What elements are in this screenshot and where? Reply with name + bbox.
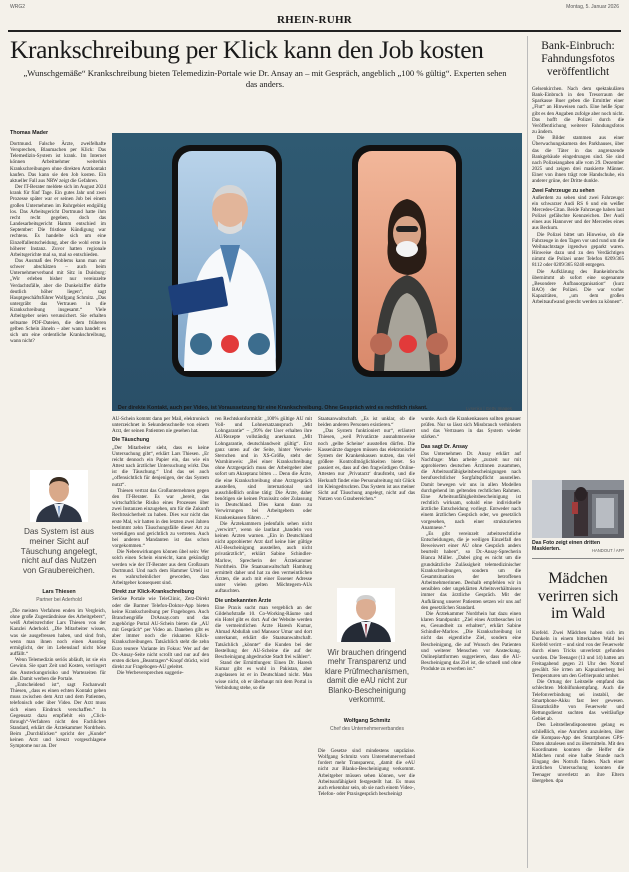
main-photo xyxy=(112,133,522,411)
main-subhead: „Wunschgemäße“ Krankschreibung bieten Telemedizin-Portale wie Dr. Ansay an – mit Gespräch, angeblich „100 % gültig“. Experten sehen das anders. xyxy=(23,68,507,89)
article-col2 xyxy=(112,416,209,676)
paragraph: Der IT-Berater meldete sich im August 2024 krank für fünf Tage. Ein gutes Jahr und zwei Prozesse später war er seinen Job bei einem großen Unternehmen im Ruhrgebiet endgültig los. Das Arbeitsgericht Dortmund hatte ihm recht recht gegeben, doch das Landesarbeitsgericht Hamm entschied im September: Die fristlose Kündigung war rechtens. Es handelte sich um eine Einzelfallentscheidung, aber die wohl erste in höherer Instanz. Zuvor hatten regionale Arbeitsgerichte mal so, mal so entschieden. xyxy=(10,184,106,258)
side1-body xyxy=(532,86,624,305)
photo-caption: Der direkte Kontakt, auch per Video, ist Voraussetzung für eine Krankschreibung. Ohne Gespräch wird es rechtlich riskant. xyxy=(118,405,428,411)
paragraph: AU-Schein kommt dann per Mail, elektronisch unterzeichnet in Sekundenschnelle von einem Arzt, der seinen Patienten nie gesehen hat. xyxy=(112,416,209,435)
paragraph: Die Bilder stammen aus einer Überwachungskamera des Parkhauses, über das die Täter in das angrenzende Bankgebäude eingedrungen sind. Sie sind nach Polizeiangaben alle vom 29. Dezember 2025 und zeigen drei maskierte Männer. Einer von ihnen trägt rote Handschuhe, ein anderer grüne, der Dritte dunkle. xyxy=(532,135,624,185)
section-title: RHEIN-RUHR xyxy=(276,14,353,26)
paragraph: Wenn Telemedizin seriös abläuft, ist sie ein Gewinn. Sie spart Zeit und Kosten, verringert das Ansteckungsrisiko und Wartezeiten für alle. Damit werben die Portale. xyxy=(10,657,106,682)
side2-headline: Mädchen verirren sich im Wald xyxy=(537,570,619,622)
paragraph: Eine Praxis sucht man vergeblich an der Gildehofstraße 10. Co-Working-Räume und ein Hotel gibt es dort. Auf der Website werden die vermeintlichen Ärzte Haresh Kumar, Ahmad Abdullah und Mansoor Umar und dort unterkannt, erklärt die Staatsanwaltschaft. Tatsächlich „könnte“ die Kunden bei der Bestellung der AU-Scheine die auf der Bescheinigung abgedruckte Stadt frei wählen“. xyxy=(215,604,312,660)
paragraph: Den Leitstellendisponenten gelang es schließlich, eine Anrufern anzuleiten, über die Kompass-App des Smartphones GPS-Daten abzulesen und zu übermitteln. Mit den Koordinaten konnten die Helfer die Mädchen rund eine halbe Stunde nach Eingang des Notrufs finden. Nach einer ärztlichen Untersuchung konnten die Teenager unverletzt an ihre Eltern übergeben. dpa xyxy=(532,722,624,784)
quote1-role: Partner bei Aderhold xyxy=(36,597,82,603)
paragraph: Die Ärztekammern jedenfalls sehen nicht „verwirrt“, wenn sie lautlaut „handeln von keinen Ärzten warnen. „Ein in Deutschland nicht approbierter Arzt darf keine hier gültige AU-Bescheinigung ausstellen, auch nicht privatärztlich“, erklärt Sabine Schindler-Marlow, Sprecherin der Ärztekammer Nordrhein. Die Staatsanwaltschaft Hamburg ermittelt daher und hat zu den vermeintlichen Ärzten, die auch mit einer Essener Adresse unter vielen gelten Möchtegern-AUs auftauchten. xyxy=(215,520,312,595)
paragraph: Das Unternehmen Dr. Ansay erklärt auf Nachfrage: Man arbeite „zurzeit nur mit approbierten deutschen Ärztinnen zusammen, die Arbeitsunfähigkeitsbescheinigungen nach berufsrechtlicher Sorgfaltspflicht ausstellen. Damit bewegen wir uns in allen Modellen durchgehend im geltenden rechtlichen Rahmen. Eine Arbeitsunfähigkeitsbescheinigung ist rechtlich wirksam, sobald eine individuelle ärztliche Entscheidung vorliegt. Entweder nach einem ärztlichen Gespräch oder, wo gesetzlich vorgesehen, nach einer strukturierten Anamnese.“ xyxy=(421,450,521,531)
side1-headline: Bank-Einbruch: Fahndungsfotos veröffentlicht xyxy=(541,40,615,78)
quote1-name: Lars Thiesen xyxy=(42,589,76,595)
article-col3 xyxy=(215,416,312,691)
side1-photo xyxy=(532,480,624,538)
paragraph: Krefeld. Zwei Mädchen haben sich im Dunkeln in einem bitterkalten Wald bei Krefeld verirrt – und sind von der Feuerwehr durch einen Tricks unverletzt gefunden worden. Die Teenager (13 und 14) hatten am Freitagabend gegen 21 Uhr den Notruf gewählt. Sie irrten am Kapuzinerberg bei Temperaturen um den Gefrierpunkt umher. xyxy=(532,630,624,680)
article-col4-bottom xyxy=(318,748,415,797)
paragraph: „Das System funktioniert nur“, erläutert Thiesen, „weil Privatärzte ausnahmsweise noch ‚gelbe Scheine‘ ausstellen dürfen. Die Kassenärzte dagegen müssen das elektronische System der Krankenkassen nutzen, das viel größere Kontrollmöglichkeiten bietet. So passiert es, dass auf den fragwürdigen Online-Attesten nur ‚Privatarzt‘ draufsteht, und die Herkunft findet eine Personalreitung mit Glück im Kleingedruckten. Das System ist aus meiner Sicht auf Täuschung angelegt, nicht auf das Nutzen von Graubereichen.“ xyxy=(318,428,415,503)
paragraph: ren Rechtskonformität: „100% gültige AU mit Voll- und Lohnersatzanspruch „Mit Lohngarantie“ – „99% der User erhalten ihre AU/Rezepte vollständig anerkannt. „Mit Lohngarantie, deutschlandweit gültig“. Erst ganz unten auf der Seite, hinter Verweis-Sternchen und in XS-Größe, steht der Warnhinweis: „Bei einer Krankschreibung ohne Arztgespräch muss der Arbeitgeber aber sofort um Akzeptanz bitten … Denn die Ärzte, die eine Krankschreibung ohne Arztgespräch ausstellen, sind international und ausschließlich online tätig: Die Ärzte, daher benötigen sie keinen Praxissitz oder Zulassung in Deutschland. Dies kann dann zu Verwirrungen bei Arbeitgebern oder Krankenkassen führen …“ xyxy=(215,416,312,521)
column-divider xyxy=(527,36,528,868)
side-rule xyxy=(532,558,624,559)
side1-caption: Das Foto zeigt einen dritten Maskierten. xyxy=(532,540,601,552)
issue-date: Montag, 5. Januar 2026 xyxy=(566,4,619,10)
paragraph: Dortmund. Falsche Ärzte, zweifelhafte Versprechen, Blaumachen per Klick: Das Telemedizin-System ist krank. Im Internet können Arbeitnehmer weiterhin Krankschreibungen ohne direkten Arztkontakt kaufen. Das kann sie den Job kosten. Ein aktueller Fall aus NRW zeigt die Gefahren. xyxy=(10,141,106,184)
author: Thomas Mader xyxy=(10,130,49,136)
paragraph: Die Nebenwirkungen können übel sein: Wer solch einen Schein einreicht, kann gekündigt werden wie der IT-Berater aus dem Großraum Dortmund. Und nach dem Hammer Urteil ist es wahrscheinlicher geworden, dass Arbeitgeber konsequent sind. xyxy=(112,549,209,587)
paragraph: Die Gesetze sind mindestens unpräzise. Wolfgang Schmitz vom Unternehmerverband fordert mehr Transparenz, „damit die eAU nicht zur Blanko-Bescheinigung verkommt. Arbeitgeber müssen sehen können, wer die Arbeitsunfähigkeit festgestellt hat. Es muss auch erkennbar sein, ob sie nach einem Video-, Telefon- oder Praxisgespräch bescheinigt xyxy=(318,748,415,798)
paragraph: Die Polizei bittet um Hinweise, ob die Fahrzeuge in den Tagen vor und rund um die Weihnachtstage irgendwo geparkt waren. Hinweise dazu und zu den Verdächtigen nimmt die Polizei unter Telefon 0209/365 8112 oder 0209/365 8240 entgegen. xyxy=(532,231,624,269)
header-rule xyxy=(8,30,621,32)
portrait-wolfgang-schmitz xyxy=(337,588,395,642)
paragraph: „Der Mitarbeiter sieht, dass es keine Untersuchung gibt“, erklärt Lars Thiesen. „Er reicht dennoch ein Papier ein, das wie ein Attest nach ärztlicher Untersuchung wirkt. Das ist die Täuschung.“ Und das sei auch „offensichtlich für denjenigen, der das System nutzt“. xyxy=(112,444,209,488)
paragraph: Die Ortung der Leitstelle empfand das schlechten Mobilfunkempfang. Auch die Telefonverbindung sei instabil, der Smartphone-Akku fast leer gewesen. Einsatzkräfte von Feuerwehr und Rettungsdienst suchten das weitläufige Gebiet ab. xyxy=(532,679,624,723)
paragraph: „Es gibt vereinzelt arbeitsrechtliche Entscheidungen, die je weiligen Einzelfall den Beweiswert einer AU ohne Gespräch anders beurteilt haben“, so Dr.-Ansay-Sprecherin Bianca Müller. „Dabei ging es nicht um die grundsätzliche Zulässigkeit telemedizinischer Krankschreibungen, sondern um die Gesamtsituation der betroffenen Arbeitnehmerinnen. Deshalb empfehlen wir in sensiblen oder ungeklärten Arbeitsverhältnissen immer das ärztliche Gespräch. Mit der Aufklärung unserer Patienten setzen wir uns auf den gesetzlichen Standard. xyxy=(421,530,521,611)
paragraph: „Entscheidend ist“, sagt Fachanwalt Thiesen, „dass es einen echten Kontakt geben muss zwischen dem Arzt und dem Patienten, telefonisch oder über Video. Der Arzt muss sich einen Eindruck verschaffen.“ In Gegensatz dazu empfiehlt ein „Click-through“-Verfahren nicht den Fachlichen Standard, erklärt die Ärztekammer Nordrhein. Beim „Durchklicken“ spricht der „Kunde“ keinen Arzt und kreuzt vorgeschlagene Symptome nur an. Der xyxy=(10,681,106,750)
article-col1 xyxy=(10,141,106,344)
paragraph: Gelsenkirchen. Nach dem spektakulären Bank-Einbruch in den Tresorraum der Sparkasse Buer geben die Ermittler einer „Flut“ an Hinweisen nach. Eine heiße Spur gibt es den Angaben zufolge aber noch nicht. Das hofft die Polizei durch die Veröffentlichung weiterer Fahndungsfotos zu ändern. xyxy=(532,86,624,136)
portrait-lars-thiesen xyxy=(30,470,88,522)
page-code: WRG2 xyxy=(10,4,25,10)
paragraph: Das Ausmaß des Problems kann man nur schwer abschätzen – auch beim Unternehmerverband mit Sitz in Duisburg: „Wir erleben bisher nur vereinzelte Verdachtsfälle, aber die Dunkelziffer dürfte deutlich höher liegen“, sagt Hauptgeschäftsführer Wolfgang Schmitz. „Das untergräbt das Vertrauen in die Krankschreibung insgesamt.“ Viele Arbeitgeber seien verunsichert. Sie erhalten seltsame PDF-Dateien, die dem früheren gelben Schein ähneln – aber wann handelt es sich um eine ordentliche Krankschreibung, wann nicht? xyxy=(10,257,106,344)
quote2-role: Chef des Unternehmerverbandes xyxy=(330,726,404,732)
paragraph: Die Ärztekammer Nordrhein hat dazu einen klaren Standpunkt: „Ziel eines Arztbesuches ist es, Gesundheit zu erhalten“, erklärt Sabine Schindler-Marlow. „Die Krankschreibung ist nicht das eigentliche Ziel, sondern eine Bescheinigung, die auf Wunsch des Patienten und weiterer Menschen vor Ansteckung. Onlineplattformen suggerieren, dass die AU-Bescheinigung das Ziel ist, die schnell und ohne Produkte zu erwerben ist.“ xyxy=(421,610,521,673)
quote2-name: Wolfgang Schmitz xyxy=(343,718,391,724)
subheading: Die unbekannten Ärzte xyxy=(215,597,272,604)
subheading: Das sagt Dr. Ansay xyxy=(421,443,468,450)
paragraph: Seriöse Portale wie TeleClinic, Zerz-Direkt oder die Barmer Telefon-Doktor-App bieten keine Krankschreibung per Fragebogen. Auch Branchengröße DrAnsay.com und das zugehörige Portal AU-Schein bieten die „AU mit Gespräch“ per Video an. Daneben gibt es aber immer noch die riskanten Klick-Krankschreibungen. Tatsächlich steht die zehn Euro teurere Variante im Fokus: Wer auf der Dr.-Ansay-Seite nicht scrollt und nur auf den ersten dicken „Beantragen“-Knopf drückt, wird direkt zur Fragebogen-AU geleitet. xyxy=(112,596,209,671)
paragraph: Außerdem zu sehen sind zwei Fahrzeuge: ein schwarzer Audi RS 6 und ein weißer Mercedes-Citan. Beide Fahrzeuge haben laut Polizei gefälschte Kennzeichen. Der Audi eines aus Hannover und der Mercedes eines aus Beckum. xyxy=(532,194,624,232)
subheading: Direkt zur Klick-Krankschreibung xyxy=(112,589,195,596)
paragraph: Die Werbeversprechen suggerie- xyxy=(117,670,184,677)
main-headline: Krankschreibung per Klick kann den Job kosten xyxy=(10,35,484,64)
paragraph: wurde. Auch die Krankenkassen sollten genauer prüfen. Nur so lässt sich Missbrauch verhindern und das Vertrauen in das System wieder stärken.“ xyxy=(421,416,521,441)
article-col4 xyxy=(318,416,415,502)
subheading: Zwei Fahrzeuge zu sehen xyxy=(532,187,595,194)
photo-credit: Lysenko | Getty Images xyxy=(466,406,512,411)
pull-quote-2: Wir brauchen dringend mehr Transparenz und klare Prüfmechanismen, damit die eAU nicht zur Blanko-Bescheinigung verkommt. xyxy=(324,648,410,705)
paragraph: Thiesen vertrat das Großunternehmen gegen den IT-Berater. Es war „bereit, das wirtschaftliche Risiko eines Prozesses über zwei Instanzen einzugehen, um für die Zukunft Rechtssicherheit zu haben. Dies war nicht das erste Mal, wir hatten in den letzten zwei Jahren bestimmt zehn Täuschungsfälle dieser Art zu verteidigen und gerichtlich zu vertreten. Auch bei anderen Mandanten ist das schon vorgekommen.“ xyxy=(112,487,209,550)
side1-credit: HANDOUT / AFP xyxy=(591,548,624,553)
subheading: Die Täuschung xyxy=(112,437,150,444)
paragraph: Stand der Ermittlungen: Einen Dr. Haresh Kumar gibt es wohl in Pakistan, aber zugelassen ist er in Deutschland nicht. Man wisse nicht, ob er überhaupt mit dem Portal in Verbindung stehe, so die xyxy=(215,660,312,691)
paragraph: „Die meisten Verfahren enden im Vergleich, ohne große Zugeständnisse des Arbeitgebers“, weiß Arbeitsrechtler Lars Thiesen von der Kanzlei Aderhold. „Die Mitarbeiter wissen, was sie ausgefressen haben, und sind froh, wenn man ihnen noch einen Ausstieg ermöglicht, der im Lebenslauf nicht böse auffällt.“ xyxy=(10,608,106,658)
pull-quote-1: Das System ist aus meiner Sicht auf Täuschung angelegt, nicht auf das Nutzen von Graubereichen. xyxy=(20,527,98,576)
paragraph: Staatsanwaltschaft. „Es ist unklar, ob die beiden anderen Personen existieren.“ xyxy=(318,416,415,429)
article-col1-bottom xyxy=(10,608,106,750)
article-col5 xyxy=(421,416,521,672)
side2-body xyxy=(532,630,624,784)
paragraph: Die Aufklärung des Bankeinbruchs übernimmt ab sofort eine sogenannte „Besondere Aufbauorganisation“ (kurz BAO) der Polizei. Die war vorher Kapazitäten, „um dem großen Arbeitsaufwand gerecht werden zu können“. xyxy=(532,268,624,306)
